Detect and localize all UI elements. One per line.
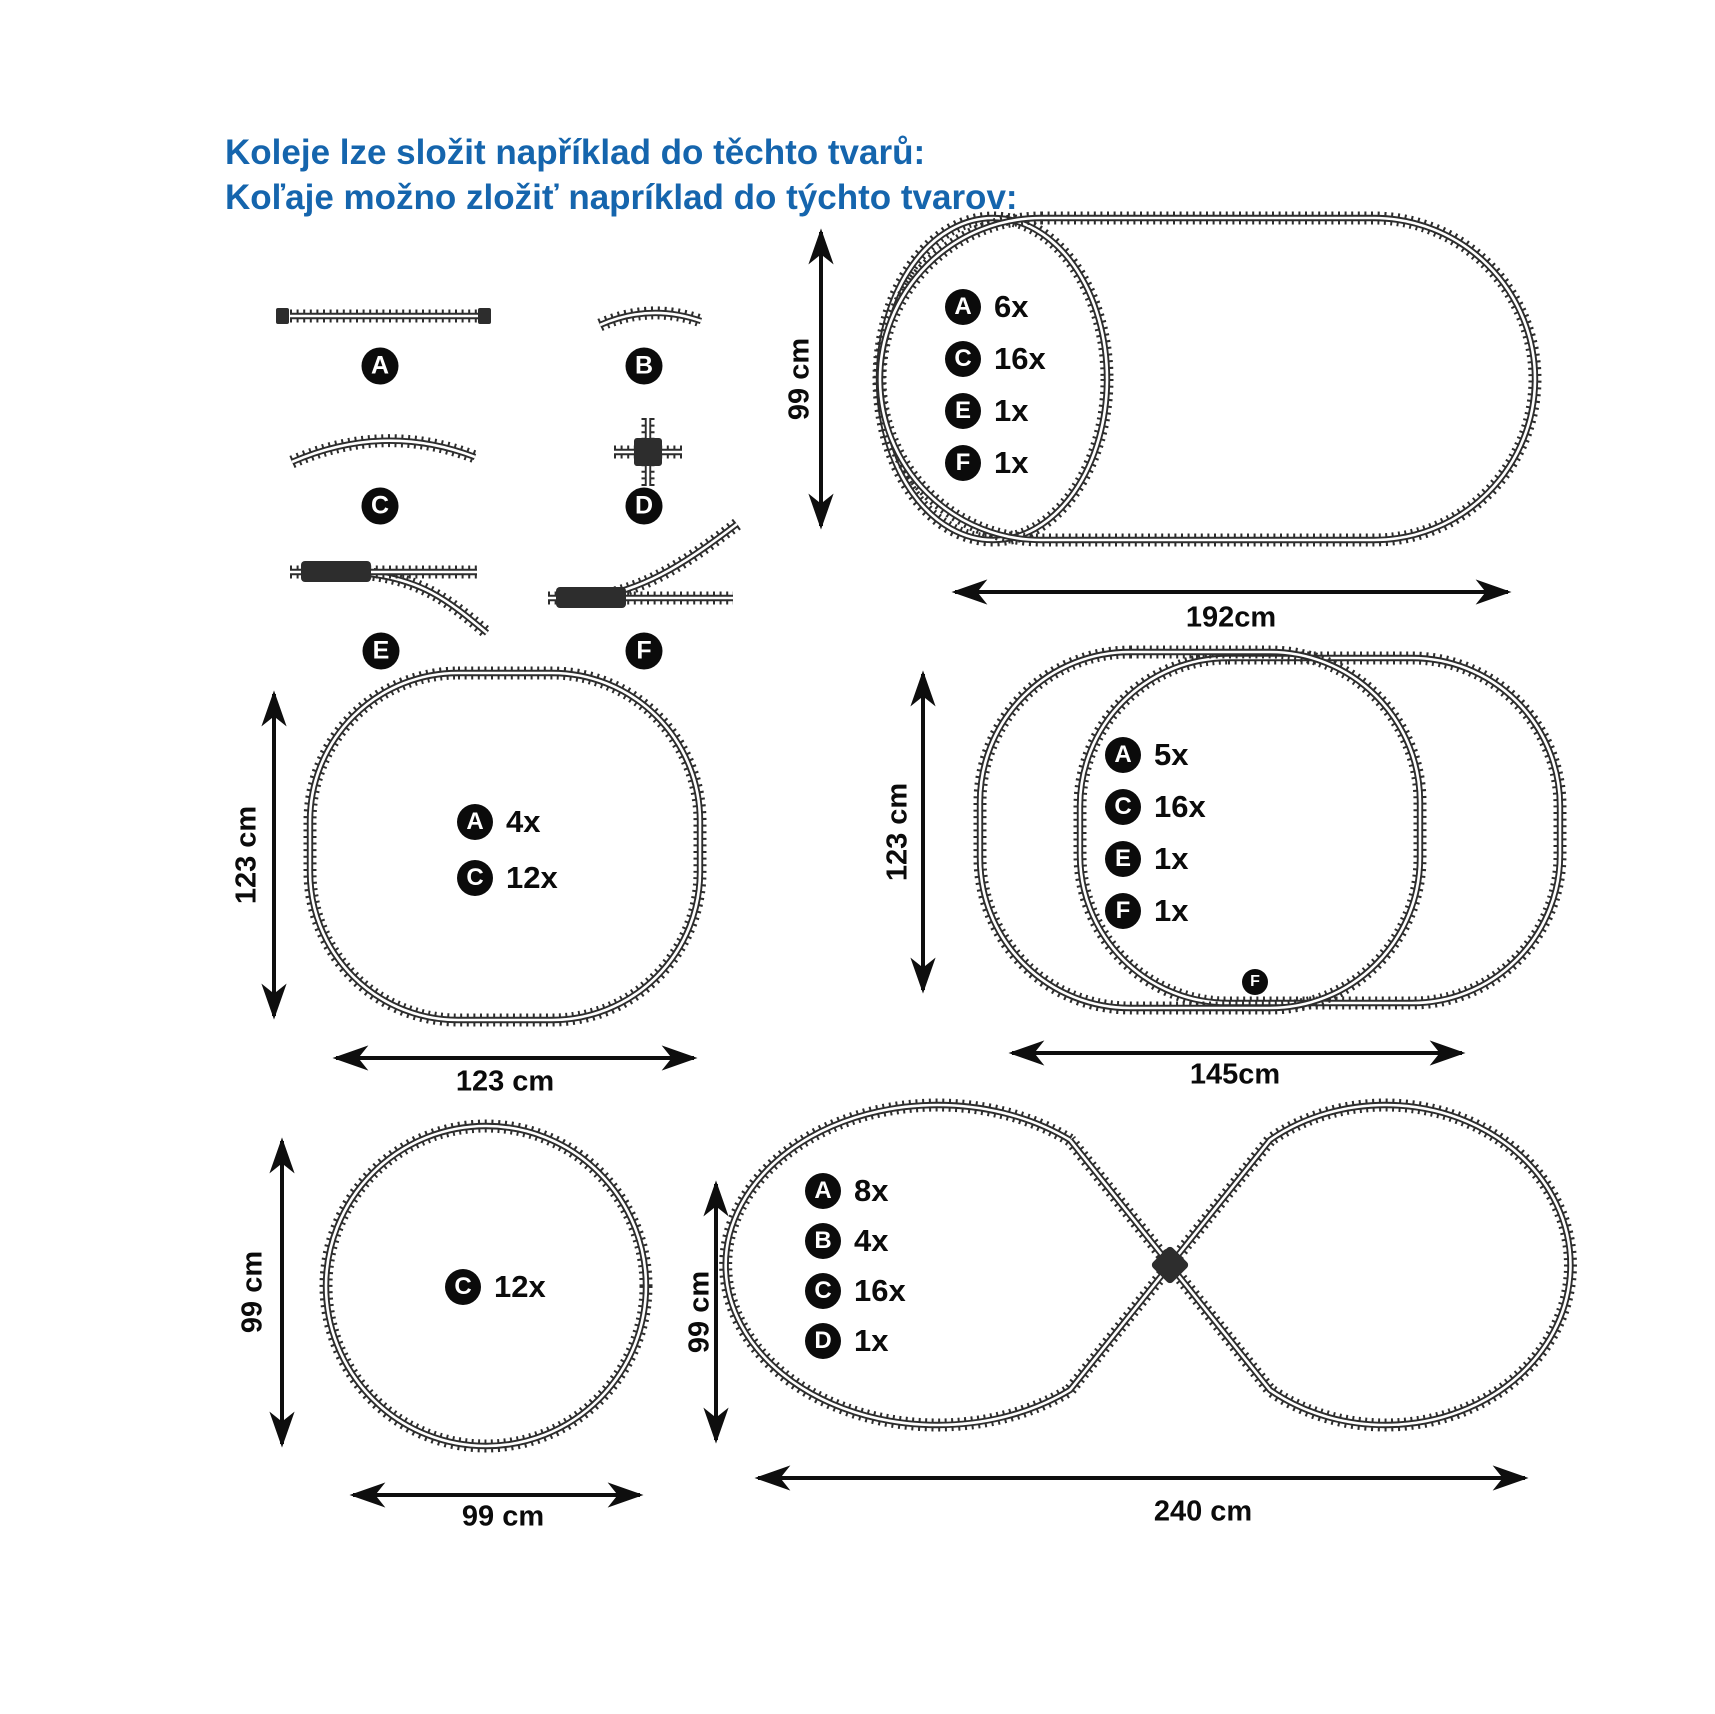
legend-item (945, 445, 1028, 481)
piece-count: 12x (506, 860, 558, 895)
legend-item (1105, 841, 1188, 877)
piece-curve-track-icon (292, 441, 475, 462)
oval123-height-label: 123 cm (230, 805, 263, 905)
legend-item (805, 1273, 906, 1309)
eight240-width-label: 240 cm (1153, 1495, 1253, 1528)
legend-item (445, 1269, 546, 1305)
piece-badge: C (945, 341, 981, 377)
legend-item (805, 1223, 888, 1259)
title-line-slovak: Koľaje možno zložiť napríklad do týchto tvarov: (225, 178, 1018, 217)
piece-badge: A (1105, 737, 1141, 773)
piece-right-switch-track-icon (548, 524, 737, 608)
piece-count: 4x (506, 804, 541, 839)
legend-item (945, 393, 1028, 429)
piece-count: 16x (994, 341, 1046, 376)
legend-item (805, 1173, 888, 1209)
oval192-width-label: 192cm (1185, 601, 1277, 634)
piece-count: 1x (1154, 841, 1189, 876)
layout-eight240-track (726, 1105, 1571, 1425)
piece-label-e: E (363, 633, 400, 670)
legend-item (1105, 737, 1188, 773)
oval145-width-label: 145cm (1189, 1058, 1281, 1091)
piece-badge: B (805, 1223, 841, 1259)
oval145-height-label: 123 cm (881, 782, 914, 882)
piece-count: 8x (854, 1173, 889, 1208)
piece-count: 1x (994, 393, 1029, 428)
piece-short-curve-track-icon (600, 313, 701, 325)
legend-item (805, 1323, 888, 1359)
piece-straight-track-icon (276, 308, 491, 324)
oval192-height-label: 99 cm (783, 337, 816, 421)
piece-badge: A (805, 1173, 841, 1209)
legend-item (457, 804, 540, 840)
layout-oval145-track (980, 652, 1560, 1008)
piece-badge: A (457, 804, 493, 840)
piece-badge: C (805, 1273, 841, 1309)
legend-item (1105, 893, 1188, 929)
piece-crossing-track-icon (614, 418, 682, 486)
page-title (225, 130, 1018, 220)
legend-item (1105, 789, 1206, 825)
piece-count: 5x (1154, 737, 1189, 772)
piece-count: 16x (854, 1273, 906, 1308)
piece-label-b: B (626, 348, 663, 385)
circle99-height-label: 99 cm (236, 1250, 269, 1334)
piece-count: 12x (494, 1269, 546, 1304)
legend-item (945, 289, 1028, 325)
piece-badge: C (457, 860, 493, 896)
eight240-height-label: 99 cm (683, 1270, 716, 1354)
piece-badge: F (945, 445, 981, 481)
layout-oval123-track (310, 673, 700, 1020)
circle99-width-label: 99 cm (461, 1500, 545, 1533)
layout-oval192-track (879, 218, 1535, 540)
piece-label-c: C (362, 488, 399, 525)
piece-left-switch-track-icon (290, 561, 487, 633)
oval123-width-label: 123 cm (455, 1065, 555, 1098)
piece-label-f: F (626, 633, 663, 670)
piece-count: 1x (854, 1323, 889, 1358)
piece-count: 1x (1154, 893, 1189, 928)
piece-badge: E (1105, 841, 1141, 877)
piece-badge: D (805, 1323, 841, 1359)
legend-item (945, 341, 1046, 377)
piece-label-a: A (362, 348, 399, 385)
piece-count: 6x (994, 289, 1029, 324)
piece-count: 4x (854, 1223, 889, 1258)
piece-count: 1x (994, 445, 1029, 480)
title-line-czech: Koleje lze složit například do těchto tvarů: (225, 133, 926, 172)
piece-count: 16x (1154, 789, 1206, 824)
piece-badge: E (945, 393, 981, 429)
legend-item (457, 860, 558, 896)
piece-badge: C (1105, 789, 1141, 825)
piece-badge: F (1105, 893, 1141, 929)
piece-badge: A (945, 289, 981, 325)
piece-label-d: D (626, 488, 663, 525)
piece-badge: C (445, 1269, 481, 1305)
track-switch-marker-f: F (1242, 969, 1268, 995)
